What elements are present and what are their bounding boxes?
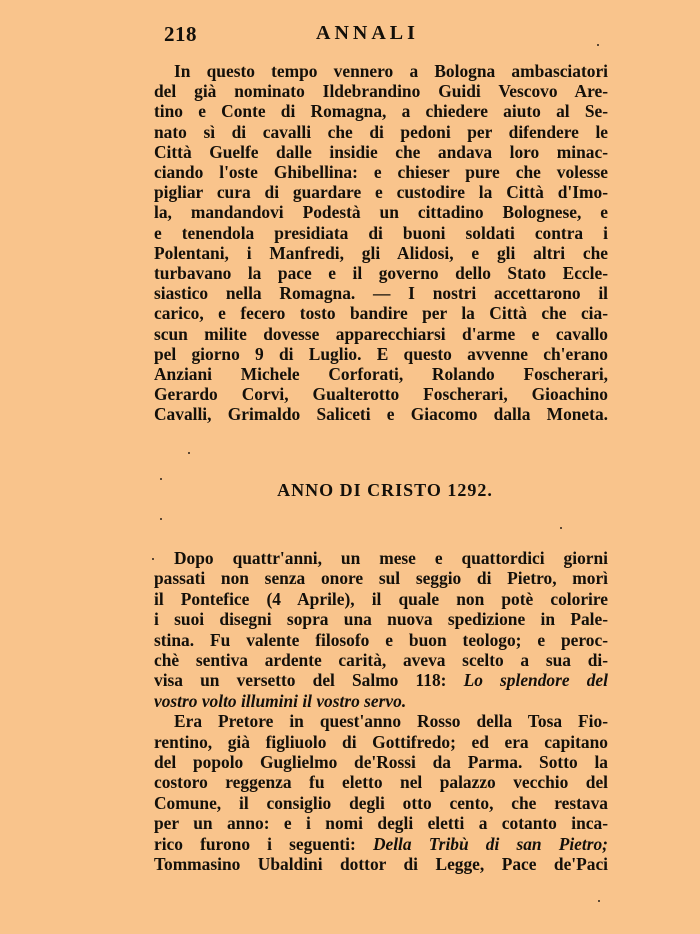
italic-quote: vostro volto illumini il vostro servo. [154, 690, 407, 711]
text-line: i suoi disegni sopra una nuova spedizione in Pale- [154, 609, 608, 630]
text-line: del popolo Guglielmo de'Rossi da Parma. Sotto la [154, 752, 608, 773]
text-line: pel giorno 9 di Luglio. E questo avvenne ch'erano [154, 343, 608, 364]
text-line: In questo tempo vennero a Bologna ambasciatori [174, 61, 608, 81]
text-line: del già nominato Ildebrandino Guidi Vescovo Are- [154, 81, 608, 102]
text-line: Tommasino Ubaldini dottor di Legge, Pace de'Paci [154, 854, 608, 875]
text-line: pigliar cura di guardare e custodire la Città d'Imo- [154, 182, 608, 203]
print-speck [560, 527, 562, 529]
text-line: e tenendola presidiata di buoni soldati contra i [154, 222, 608, 243]
text-segment: visa un versetto del Salmo 118: [154, 670, 447, 691]
text-line: il Pontefice (4 Aprile), il quale non potè colorire [154, 588, 608, 609]
text-line: per un anno: e i nomi degli eletti a cotanto inca- [154, 813, 608, 834]
italic-tribe: Della Tribù di san Pietro; [372, 833, 608, 854]
text-line: la, mandandovi Podestà un cittadino Bolognese, e [154, 202, 608, 223]
text-line: turbavano la pace e il governo dello Stato Eccle- [154, 263, 608, 284]
text-line-with-quote [154, 670, 608, 690]
text-line: stina. Fu valente filosofo e buon teologo; e peroc- [154, 629, 608, 650]
text-line: Gerardo Corvi, Gualterotto Foscherari, Gioachino [154, 384, 608, 405]
italic-quote: Lo splendore del [463, 670, 608, 691]
text-line: Polentani, i Manfredi, gli Alidosi, e gli altri che [154, 242, 608, 263]
text-line-italic [154, 691, 608, 711]
text-line: Città Guelfe dalle insidie che andava loro minac- [154, 141, 608, 162]
print-speck [598, 900, 600, 902]
print-speck [152, 558, 154, 560]
print-speck [188, 452, 190, 454]
text-line: siastico nella Romagna. — I nostri accettarono il [154, 283, 608, 304]
running-title: ANNALI [316, 22, 419, 44]
text-line: scun milite dovesse apparecchiarsi d'arme e cavallo [154, 323, 608, 344]
text-line: chè sentiva ardente carità, aveva scelto a sua di- [154, 650, 608, 671]
text-line: rentino, già figliuolo di Gottifredo; ed era capitano [154, 731, 608, 752]
text-line: Era Pretore in quest'anno Rosso della Tosa Fio- [174, 711, 608, 732]
text-line: nato sì di cavalli che di pedoni per difendere le [154, 121, 608, 142]
page-header [164, 22, 604, 52]
paragraph-ambassadors [154, 61, 608, 425]
page-number: 218 [164, 22, 197, 46]
text-line: tino e Conte di Romagna, a chiedere aiuto al Se- [154, 101, 608, 122]
text-line: carico, e fecero tosto bandire per la Città che cia- [154, 303, 608, 324]
text-line: ciando l'oste Ghibellina: e chieser pure che volesse [154, 162, 608, 183]
paragraph-pontiff-death [154, 548, 608, 875]
text-line: Comune, il consiglio degli otto cento, che restava [154, 792, 608, 813]
text-line: Cavalli, Grimaldo Saliceti e Giacomo dalla Moneta. [154, 404, 608, 425]
text-segment: rico furono i seguenti: [154, 833, 356, 854]
print-speck [160, 478, 162, 480]
text-line: passati non senza onore sul seggio di Pietro, morì [154, 568, 608, 589]
text-line-with-italic [154, 834, 608, 854]
text-line: Dopo quattr'anni, un mese e quattordici giorni [174, 548, 608, 568]
text-line: Anziani Michele Corforati, Rolando Foscherari, [154, 364, 608, 385]
print-speck [160, 518, 162, 520]
print-speck [597, 44, 599, 46]
text-line: costoro reggenza fu eletto nel palazzo vecchio del [154, 772, 608, 793]
section-heading-year: ANNO DI CRISTO 1292. [277, 480, 493, 500]
